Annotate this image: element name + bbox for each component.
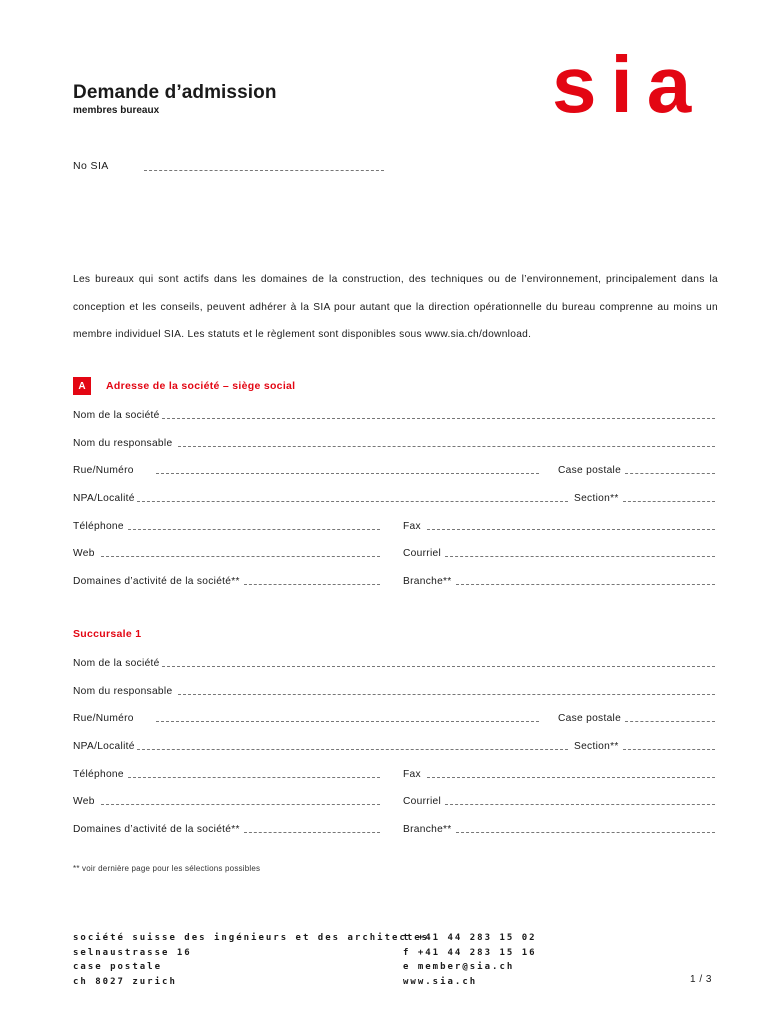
footer-web[interactable]: www.sia.ch bbox=[403, 976, 478, 987]
field-line[interactable] bbox=[162, 418, 715, 419]
branch-1-activity-field[interactable] bbox=[73, 821, 380, 835]
footer-contact bbox=[403, 931, 537, 989]
field-line[interactable] bbox=[162, 666, 715, 667]
footer-org-name: société suisse des ingénieurs et des architectes bbox=[73, 933, 430, 943]
field-line[interactable] bbox=[156, 473, 539, 474]
field-label: Courriel bbox=[403, 796, 442, 807]
field-label: Case postale bbox=[558, 465, 622, 476]
branch-1-section-field[interactable] bbox=[574, 738, 715, 752]
field-label: Branche** bbox=[403, 576, 452, 587]
intro-paragraph: Les bureaux qui sont actifs dans les domaines de la construction, des techniques ou de l’environnement, principalement dans la conception et les conseils, peuvent adhérer à la SIA pour autant que la direction opérationnelle du bureau comprenne au moins un membre individuel SIA. Les statuts et le règlement sont disponibles sous www.sia.ch/download. bbox=[73, 274, 718, 340]
field-line[interactable] bbox=[101, 804, 380, 805]
field-label: NPA/Localité bbox=[73, 493, 135, 504]
no-sia-field[interactable] bbox=[144, 170, 384, 171]
footer-fax: f +41 44 283 15 16 bbox=[403, 947, 537, 958]
field-line[interactable] bbox=[101, 556, 380, 557]
page-number: 1 / 3 bbox=[690, 974, 712, 985]
field-label: NPA/Localité bbox=[73, 741, 135, 752]
field-label: Rue/Numéro bbox=[73, 713, 134, 724]
field-line[interactable] bbox=[625, 473, 715, 474]
field-label: Domaines d’activité de la société** bbox=[73, 576, 240, 587]
field-label: Téléphone bbox=[73, 769, 124, 780]
section-a-zip-city-field[interactable] bbox=[73, 490, 568, 504]
branch-1-email-field[interactable] bbox=[403, 793, 715, 807]
section-a-phone-field[interactable] bbox=[73, 518, 380, 532]
branch-1-po-box-field[interactable] bbox=[558, 710, 715, 724]
no-sia-label: No SIA bbox=[73, 160, 109, 172]
field-label: Rue/Numéro bbox=[73, 465, 134, 476]
section-a-badge: A bbox=[73, 377, 91, 395]
field-label: Web bbox=[73, 796, 95, 807]
field-label: Section** bbox=[574, 493, 619, 504]
field-label: Téléphone bbox=[73, 521, 124, 532]
branch-1-branch-field[interactable] bbox=[403, 821, 715, 835]
field-label: Section** bbox=[574, 741, 619, 752]
branch-1-street-field[interactable] bbox=[73, 710, 539, 724]
section-a-email-field[interactable] bbox=[403, 545, 715, 559]
section-a-title: Adresse de la société – siège social bbox=[106, 380, 296, 392]
field-line[interactable] bbox=[244, 584, 380, 585]
field-label: Nom de la société bbox=[73, 410, 160, 421]
footer-phone: t +41 44 283 15 02 bbox=[403, 933, 537, 943]
field-line[interactable] bbox=[427, 777, 715, 778]
field-line[interactable] bbox=[623, 501, 715, 502]
field-line[interactable] bbox=[178, 694, 715, 695]
section-a-po-box-field[interactable] bbox=[558, 462, 715, 476]
field-label: Case postale bbox=[558, 713, 622, 724]
branch-1-manager-name-field[interactable] bbox=[73, 683, 715, 697]
section-a-street-field[interactable] bbox=[73, 462, 539, 476]
field-line[interactable] bbox=[456, 832, 715, 833]
document-subtitle: membres bureaux bbox=[73, 105, 160, 116]
branch-1-fax-field[interactable] bbox=[403, 766, 715, 780]
branch-1-phone-field[interactable] bbox=[73, 766, 380, 780]
sia-logo bbox=[552, 44, 722, 124]
field-line[interactable] bbox=[623, 749, 715, 750]
field-line[interactable] bbox=[244, 832, 380, 833]
footer-address bbox=[73, 931, 429, 989]
field-line[interactable] bbox=[427, 529, 715, 530]
section-a-section-field[interactable] bbox=[574, 490, 715, 504]
footer-street: selnaustrasse 16 bbox=[73, 947, 192, 958]
section-a-branch-field[interactable] bbox=[403, 573, 715, 587]
footnote: ** voir dernière page pour les sélections possibles bbox=[73, 864, 261, 873]
field-label: Nom du responsable bbox=[73, 438, 173, 449]
section-a-fax-field[interactable] bbox=[403, 518, 715, 532]
field-label: Fax bbox=[403, 769, 421, 780]
field-line[interactable] bbox=[128, 529, 380, 530]
footer-city: ch 8027 zurich bbox=[73, 976, 177, 987]
sia-logo-text: sia bbox=[552, 44, 706, 124]
branch-1-company-name-field[interactable] bbox=[73, 655, 715, 669]
footer-email[interactable]: e member@sia.ch bbox=[403, 962, 515, 972]
field-line[interactable] bbox=[128, 777, 380, 778]
field-label: Branche** bbox=[403, 824, 452, 835]
field-label: Web bbox=[73, 548, 95, 559]
field-line[interactable] bbox=[456, 584, 715, 585]
field-line[interactable] bbox=[137, 501, 568, 502]
field-line[interactable] bbox=[137, 749, 568, 750]
section-a-activity-field[interactable] bbox=[73, 573, 380, 587]
field-label: Nom du responsable bbox=[73, 686, 173, 697]
field-line[interactable] bbox=[156, 721, 539, 722]
field-label: Courriel bbox=[403, 548, 442, 559]
section-a-manager-name-field[interactable] bbox=[73, 435, 715, 449]
field-line[interactable] bbox=[625, 721, 715, 722]
field-line[interactable] bbox=[178, 446, 715, 447]
branch-1-title: Succursale 1 bbox=[73, 628, 142, 640]
field-label: Nom de la société bbox=[73, 658, 160, 669]
field-label: Fax bbox=[403, 521, 421, 532]
section-a-web-field[interactable] bbox=[73, 545, 380, 559]
field-label: Domaines d’activité de la société** bbox=[73, 824, 240, 835]
section-a-company-name-field[interactable] bbox=[73, 407, 715, 421]
field-line[interactable] bbox=[445, 804, 715, 805]
branch-1-zip-city-field[interactable] bbox=[73, 738, 568, 752]
document-title: Demande d’admission bbox=[73, 82, 277, 103]
footer-po-box: case postale bbox=[73, 962, 163, 972]
field-line[interactable] bbox=[445, 556, 715, 557]
branch-1-web-field[interactable] bbox=[73, 793, 380, 807]
